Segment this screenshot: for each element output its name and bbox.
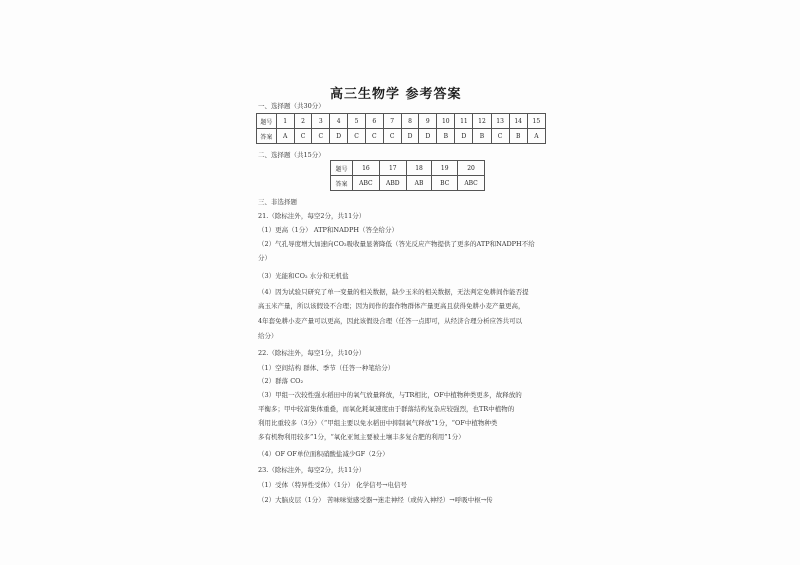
answer-cell: B (437, 129, 455, 144)
answer-line: （4）OF OF单位面积硝酸盐减少GF（2分） (258, 450, 389, 458)
answer-line: 分） (258, 254, 271, 262)
question-number-row (331, 161, 485, 176)
answer-line: （2）大脑皮层（1分） 苦味味觉感受器→迷走神经（或传入神经）→呼吸中枢→传 (258, 496, 493, 504)
answer-line: （2）群落 CO₂ (258, 377, 304, 385)
answer-cell: B (509, 129, 527, 144)
answer-cell: C (491, 129, 509, 144)
answer-cell: C (312, 129, 330, 144)
row-header-question: 题号 (257, 114, 277, 129)
answer-cell: D (401, 129, 419, 144)
answer-cell: C (365, 129, 383, 144)
question-number: 4 (330, 114, 348, 129)
question-number: 3 (312, 114, 330, 129)
question-number: 19 (432, 161, 458, 176)
question-number: 13 (491, 114, 509, 129)
answer-cell: D (455, 129, 473, 144)
answer-line: （1）更高（1分） ATP和NADPH（答全给分） (258, 226, 399, 234)
question-number: 2 (294, 114, 312, 129)
question-number-row (257, 114, 546, 129)
question-number: 20 (458, 161, 485, 176)
choice-answer-table-2 (330, 160, 485, 191)
answer-line: （1）受体（特异性受体）（1分） 化学信号→电信号 (258, 481, 408, 489)
question-number: 1 (276, 114, 294, 129)
question-number: 8 (401, 114, 419, 129)
question-number: 16 (352, 161, 379, 176)
answer-cell: B (473, 129, 491, 144)
answer-cell: ABD (379, 176, 406, 191)
answer-line: 给分） (258, 332, 278, 340)
answer-cell: BC (432, 176, 458, 191)
question-number: 10 (437, 114, 455, 129)
row-header-answer: 答案 (331, 176, 353, 191)
section2-heading: 二、选择题（共15分） (258, 151, 325, 159)
question-number: 6 (365, 114, 383, 129)
answer-cell: D (330, 129, 348, 144)
question-number: 7 (383, 114, 401, 129)
answer-cell: C (383, 129, 401, 144)
answer-line: （1）空间结构 群体、季节（任答一种笔给分） (258, 364, 395, 372)
answer-row (257, 129, 546, 144)
answer-cell: C (294, 129, 312, 144)
row-header-answer: 答案 (257, 129, 277, 144)
question-number: 12 (473, 114, 491, 129)
answer-line: 利用比重较多（3分）（“甲组主要以免水稻田中抑制氧气释放”1分，“OF中植物种类 (258, 419, 498, 427)
answer-cell: ABC (352, 176, 379, 191)
answer-line: 多有机物利用较多”1分，“氧化亚氮主要被土壤丰多复合肥的利用”1分） (258, 433, 465, 441)
answer-cell: A (276, 129, 294, 144)
answer-line: （3）甲组一次较性强水稻田中的氧气放量释放，与TR相比，OF中植物种类更多，故释放的 (258, 391, 522, 399)
question-number: 9 (419, 114, 437, 129)
question-number: 15 (527, 114, 545, 129)
answer-cell: D (419, 129, 437, 144)
section3-heading: 三、非选择题 (258, 198, 297, 206)
choice-answer-table-1 (256, 113, 546, 144)
page-title: 高三生物学 参考答案 (330, 87, 462, 102)
question-number: 11 (455, 114, 473, 129)
answer-line: （2）气孔导度增大加速向CO₂吸收量显著降低（答光反应产物提供了更多的ATP和NADPH不给 (258, 240, 535, 248)
answer-line: 23.（除标注外，每空2分，共11分） (258, 466, 366, 474)
answer-row (331, 176, 485, 191)
answer-line: 4年套免耕小麦产量可以更高，因此该假设合理（任答一点即可，从经济合理分析应答共可以 (258, 317, 523, 325)
question-number: 17 (379, 161, 406, 176)
answer-line: （3）光能和CO₂ 水分和无机盐 (258, 272, 349, 280)
answer-cell: AB (406, 176, 432, 191)
question-number: 18 (406, 161, 432, 176)
answer-cell: A (527, 129, 545, 144)
answer-cell: C (348, 129, 366, 144)
answer-line: 21.（除标注外，每空2分，共11分） (258, 212, 366, 220)
question-number: 5 (348, 114, 366, 129)
answer-line: 高玉米产量，所以该假设不合理；因为间作的套作物群体产量更高且获得免耕小麦产量更高， (258, 302, 525, 310)
question-number: 14 (509, 114, 527, 129)
row-header-question: 题号 (331, 161, 353, 176)
answer-cell: ABC (458, 176, 485, 191)
answer-line: 22.（除标注外，每空1分，共10分） (258, 349, 366, 357)
answer-line: 平衡多；甲中较富集体重叠，而氧化耗氧速度由于群落结构复杂应较强烈，也TR中植物的 (258, 405, 515, 413)
answer-line: （4）因为试验只研究了单一变量的相关数据，缺少玉米的相关数据，无法判定免耕间作能否提 (258, 288, 529, 296)
section1-heading: 一、选择题（共30分） (258, 102, 325, 110)
